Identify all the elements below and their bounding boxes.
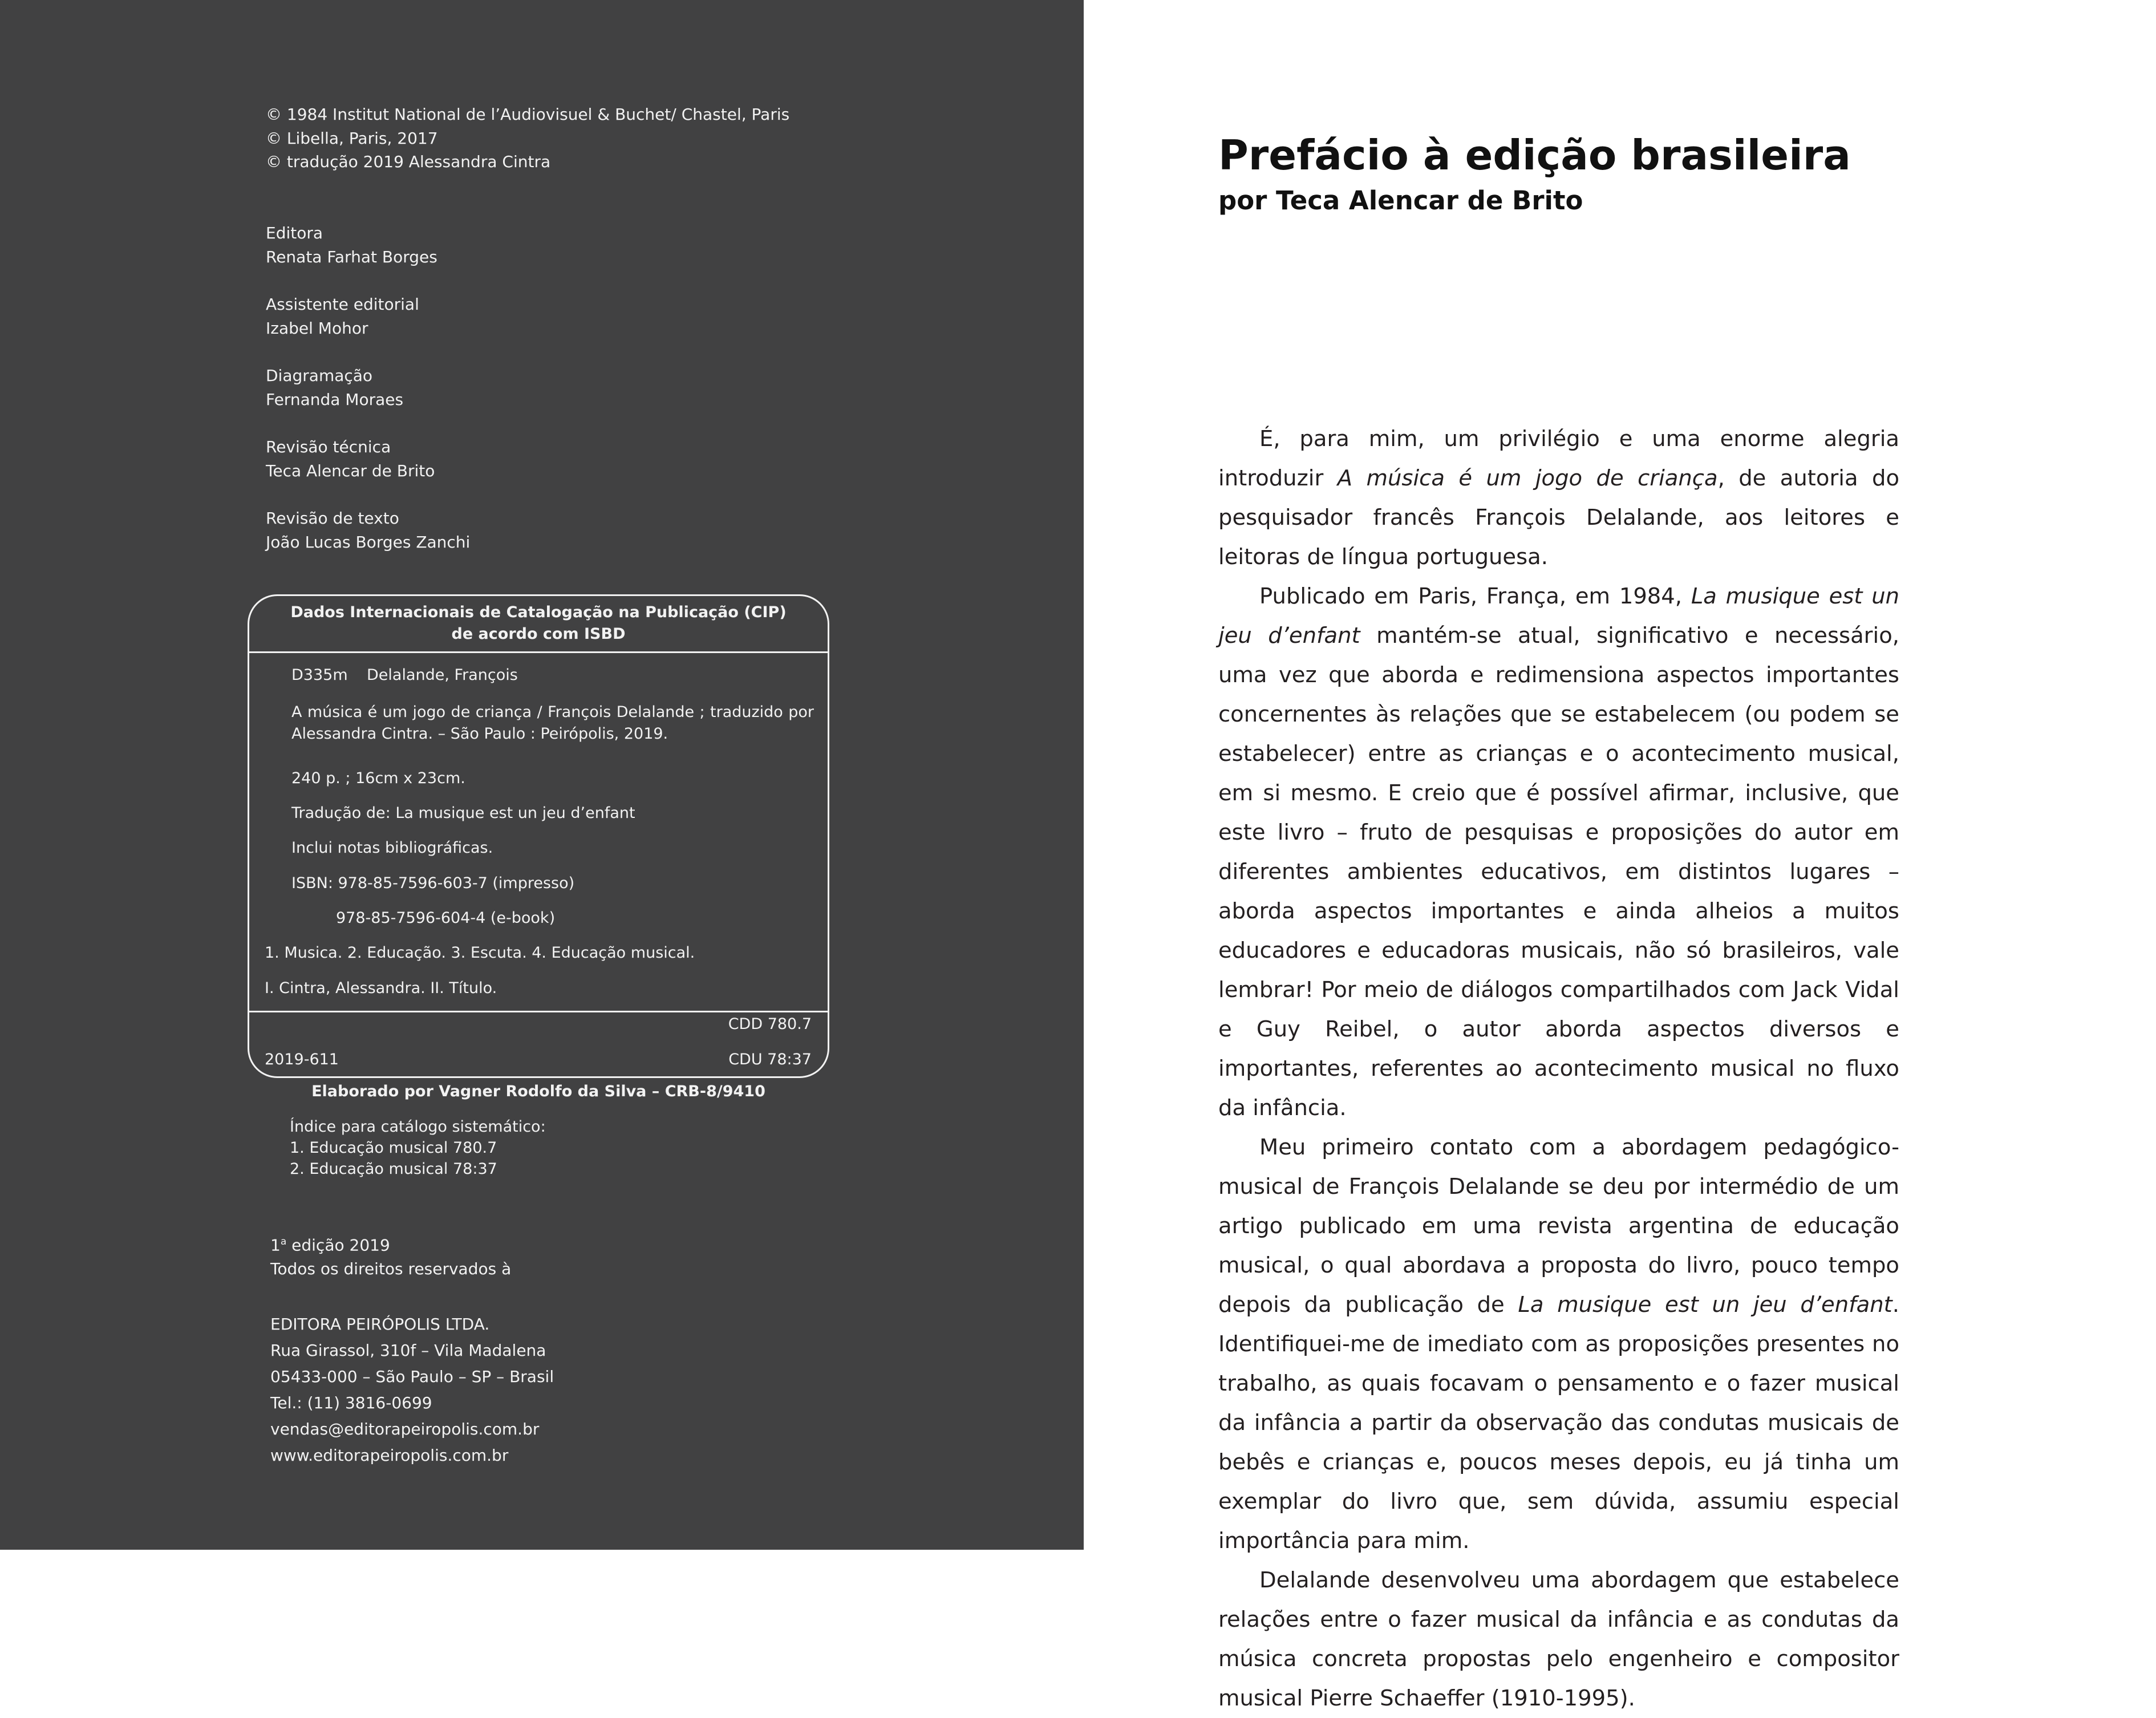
publisher-name: EDITORA PEIRÓPOLIS LTDA. xyxy=(270,1315,490,1334)
text-run: É, para mim, um privilégio e uma enorme alegria introduzir xyxy=(1218,426,1899,491)
cip-record-box xyxy=(248,594,829,1078)
catalog-index xyxy=(290,1116,546,1180)
catalog-index-line: Índice para catálogo sistemático: xyxy=(290,1118,546,1136)
credit-name: Fernanda Moraes xyxy=(266,390,404,409)
credit-role: Revisão técnica xyxy=(266,437,391,456)
cip-number: 2019-611 xyxy=(265,1051,339,1068)
text-run: . Identifiquei-me de imediato com as proposições presentes no trabalho, as quais focavam o pensamento e o fazer musical da infância a partir da observação das condutas musicais de bebês e crianças e, poucos meses depois, eu já tinha um exemplar do livro que, sem dúvida, assumiu especial importância para mim. xyxy=(1218,1292,1899,1554)
cip-header xyxy=(249,602,828,645)
copyright-block xyxy=(266,103,789,174)
cip-header-line: Dados Internacionais de Catalogação na Publicação (CIP) xyxy=(290,603,787,621)
cip-cdd: CDD 780.7 xyxy=(728,1015,812,1033)
cip-code: D335m xyxy=(291,666,348,684)
credit-revisao-texto xyxy=(266,507,470,554)
publisher-address: Rua Girassol, 310f – Vila Madalena xyxy=(270,1341,546,1360)
credit-name: João Lucas Borges Zanchi xyxy=(266,532,471,552)
publisher-phone: Tel.: (11) 3816-0699 xyxy=(270,1393,432,1412)
cip-divider xyxy=(249,651,828,653)
publisher-city: 05433-000 – São Paulo – SP – Brasil xyxy=(270,1367,554,1386)
text-run: Meu primeiro contato com a abordagem pedagógico-musical de François Delalande se deu por intermédio de um artigo publicado em uma revista argentina de educação musical, o qual abordava a proposta do livro, pouco tempo depois da publicação de xyxy=(1218,1134,1899,1318)
publisher-email: vendas@editorapeiropolis.com.br xyxy=(270,1420,540,1439)
cip-notes: Inclui notas bibliográficas. xyxy=(291,839,493,857)
edition-line xyxy=(270,1230,511,1257)
cip-translation: Tradução de: La musique est un jeu d’enfant xyxy=(291,804,635,822)
cip-author: Delalande, François xyxy=(367,666,518,684)
paragraph: Delalande desenvolveu uma abordagem que estabelece relações entre o fazer musical da infância e as condutas da música concreta propostas pelo engenheiro e compositor musical Pierre Schaeffer (1910-1995). xyxy=(1218,1567,1899,1711)
credit-role: Diagramação xyxy=(266,366,373,385)
preface-page xyxy=(1084,0,2156,1711)
credit-role: Revisão de texto xyxy=(266,509,399,528)
book-title: La musique est un jeu d’enfant xyxy=(1218,584,1899,649)
preface-body xyxy=(1218,419,1899,1718)
credit-name: Teca Alencar de Brito xyxy=(266,461,435,480)
paragraph xyxy=(1218,577,1899,1128)
preface-title: Prefácio à edição brasileira xyxy=(1218,131,1851,179)
copyright-line: © 1984 Institut National de l’Audiovisuel & Buchet/ Chastel, Paris xyxy=(266,105,790,124)
cip-secondary: I. Cintra, Alessandra. II. Título. xyxy=(265,979,497,997)
credit-diagramacao xyxy=(266,364,403,411)
cip-subjects: 1. Musica. 2. Educação. 3. Escuta. 4. Educação musical. xyxy=(265,944,695,962)
catalog-index-line: 2. Educação musical 78:37 xyxy=(290,1160,497,1178)
text-run: , de autoria do pesquisador francês François Delalande, aos leitores e leitoras de língua portuguesa. xyxy=(1218,465,1899,570)
edition-year: edição 2019 xyxy=(286,1235,390,1255)
credit-role: Editora xyxy=(266,224,323,242)
cip-isbn: 978-85-7596-604-4 (e-book) xyxy=(336,909,556,927)
copyright-page xyxy=(0,0,1084,1550)
credit-role: Assistente editorial xyxy=(266,295,419,314)
publisher-block xyxy=(270,1311,554,1469)
credit-assistente xyxy=(266,293,419,340)
cip-prepared-by: Elaborado por Vagner Rodolfo da Silva – CRB-8/9410 xyxy=(311,1083,765,1100)
edition-number: 1 xyxy=(270,1235,281,1255)
cip-header-line: de acordo com ISBD xyxy=(451,625,626,643)
copyright-line: © Libella, Paris, 2017 xyxy=(266,128,438,148)
book-title: A música é um jogo de criança xyxy=(1337,465,1718,491)
cip-pages: 240 p. ; 16cm x 23cm. xyxy=(291,769,465,787)
credit-name: Izabel Mohor xyxy=(266,318,368,338)
book-title: La musique est un jeu d’enfant xyxy=(1518,1292,1892,1318)
paragraph xyxy=(1218,419,1899,577)
text-run: mantém-se atual, significativo e necessário, uma vez que aborda e redimensiona aspectos importantes concernentes às relações que se estabelecem (ou podem se estabelecer) entre as crianças e o acontecimento musical, em si mesmo. E creio que é possível afirmar, inclusive, que este livro – fruto de pesquisas e proposições do autor em diferentes ambientes educativos, em distintos lugares – aborda aspectos importantes e ainda alheios a muitos educadores e educadoras musicais, não só brasileiros, vale lembrar! Por meio de diálogos compartilhados com Jack Vidal e Guy Reibel, o autor aborda aspectos diversos e importantes, referentes ao acontecimento musical no fluxo da infância. xyxy=(1218,623,1899,1121)
text-run: Publicado em Paris, França, em 1984, xyxy=(1259,584,1691,609)
rights-line: Todos os direitos reservados à xyxy=(270,1259,512,1278)
credit-revisao-tecnica xyxy=(266,435,435,483)
cip-cdu: CDU 78:37 xyxy=(728,1051,812,1068)
credit-editora xyxy=(266,221,437,269)
cip-title-line: A música é um jogo de criança / François Delalande ; traduzido por xyxy=(291,703,814,721)
preface-subtitle: por Teca Alencar de Brito xyxy=(1218,185,1583,216)
cip-divider xyxy=(249,1011,828,1012)
catalog-index-line: 1. Educação musical 780.7 xyxy=(290,1139,497,1157)
edition-info xyxy=(270,1230,511,1281)
edition-ordinal: a xyxy=(280,1236,287,1247)
cip-isbn: ISBN: 978-85-7596-603-7 (impresso) xyxy=(291,874,575,892)
credit-name: Renata Farhat Borges xyxy=(266,247,437,266)
copyright-line: © tradução 2019 Alessandra Cintra xyxy=(266,152,551,171)
paragraph xyxy=(1218,1128,1899,1561)
cip-title-line: Alessandra Cintra. – São Paulo : Peirópolis, 2019. xyxy=(291,725,668,743)
publisher-website: www.editorapeiropolis.com.br xyxy=(270,1446,509,1465)
